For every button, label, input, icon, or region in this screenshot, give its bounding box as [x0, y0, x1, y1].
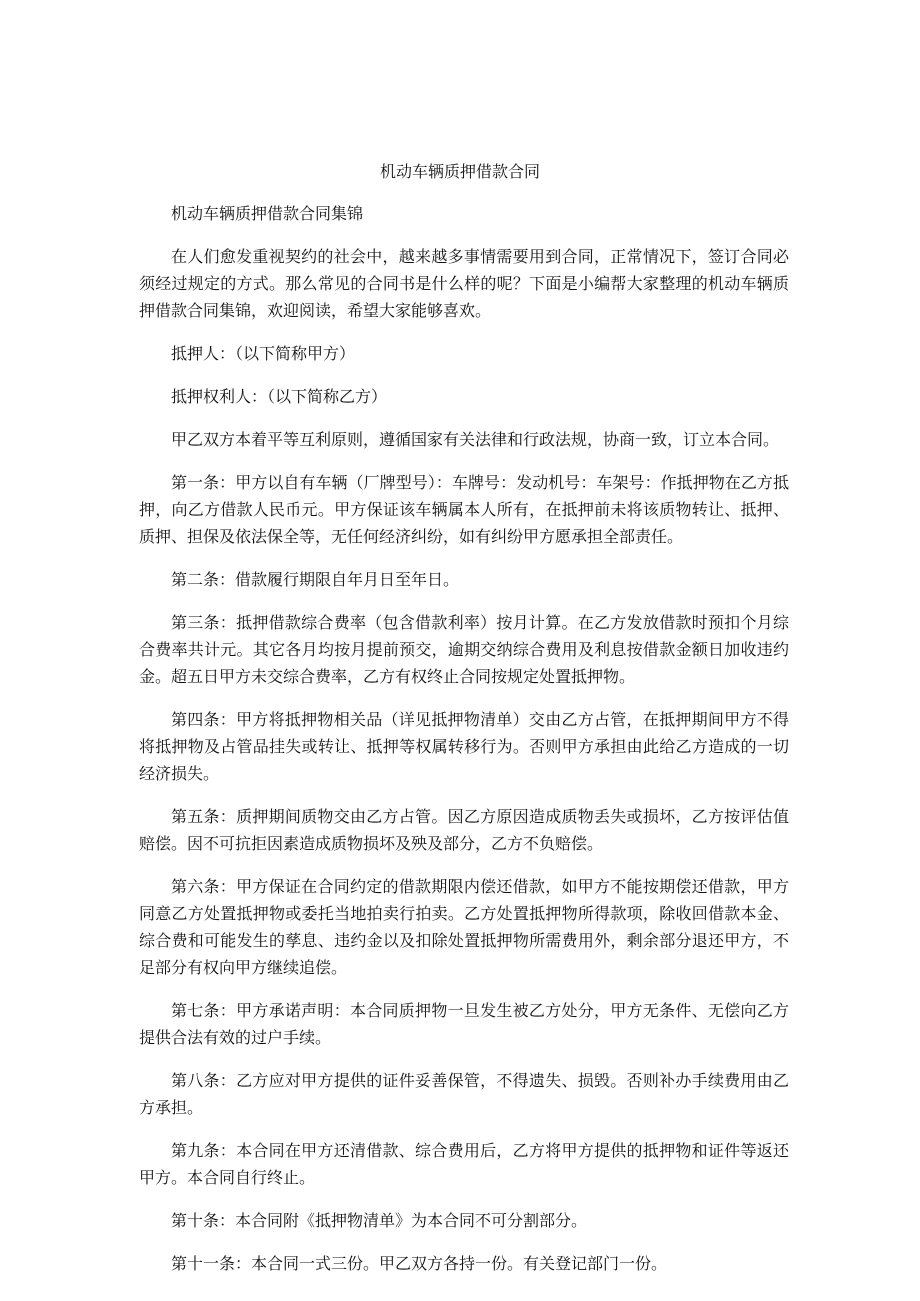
article-8: 第八条：乙方应对甲方提供的证件妥善保管，不得遗失、损毁。否则补办手续费用由乙方承担。: [139, 1071, 789, 1117]
article-2: 第二条：借款履行期限自年月日至年日。: [171, 570, 460, 589]
mortgagor-line: 抵押人：（以下简称甲方）: [171, 344, 356, 363]
article-10: 第十条：本合同附《抵押物清单》为本合同不可分割部分。: [171, 1211, 588, 1230]
article-3: 第三条：抵押借款综合费率（包含借款利率）按月计算。在乙方发放借款时预扣个月综合费率共计元。其它各月均按月提前预交，逾期交纳综合费用及利息按借款金额日加收违约金。超五日甲方未交综合费率，乙方有权终止合同按规定处置抵押物。: [139, 613, 789, 686]
article-11: 第十一条：本合同一式三份。甲乙双方各持一份。有关登记部门一份。: [171, 1254, 668, 1273]
article-6: 第六条：甲方保证在合同约定的借款期限内偿还借款，如甲方不能按期偿还借款，甲方同意乙方处置抵押物或委托当地拍卖行拍卖。乙方处置抵押物所得款项，除收回借款本金、综合费和可能发生的孳息、违约金以及扣除处置抵押物所需费用外，剩余部分退还甲方，不足部分有权向甲方继续追偿。: [139, 877, 789, 977]
mortgagee-line: 抵押权利人：（以下简称乙方）: [171, 387, 388, 406]
article-5: 第五条：质押期间质物交由乙方占管。因乙方原因造成质物丢失或损坏，乙方按评估值赔偿。因不可抗拒因素造成质物损坏及殃及部分，乙方不负赔偿。: [139, 807, 789, 853]
article-4: 第四条：甲方将抵押物相关品（详见抵押物清单）交由乙方占管，在抵押期间甲方不得将抵押物及占管品挂失或转让、抵押等权属转移行为。否则甲方承担由此给乙方造成的一切经济损失。: [139, 710, 789, 783]
document-body: [139, 200, 789, 1293]
article-7: 第七条：甲方承诺声明：本合同质押物一旦发生被乙方处分，甲方无条件、无偿向乙方提供合法有效的过户手续。: [139, 1001, 789, 1047]
intro-paragraph: 在人们愈发重视契约的社会中，越来越多事情需要用到合同，正常情况下，签订合同必须经过规定的方式。那么常见的合同书是什么样的呢？下面是小编帮大家整理的机动车辆质押借款合同集锦，欢迎阅读，希望大家能够喜欢。: [139, 247, 789, 320]
article-1: 第一条：甲方以自有车辆（厂牌型号）：车牌号：发动机号：车架号：作抵押物在乙方抵押，向乙方借款人民币元。甲方保证该车辆属本人所有，在抵押前未将该质物转让、抵押、质押、担保及依法保全等，无任何经济纠纷，如有纠纷甲方愿承担全部责任。: [139, 473, 789, 546]
article-9: 第九条：本合同在甲方还清借款、综合费用后，乙方将甲方提供的抵押物和证件等返还甲方。本合同自行终止。: [139, 1141, 789, 1187]
subtitle-paragraph: 机动车辆质押借款合同集锦: [171, 204, 364, 223]
preamble-paragraph: 甲乙双方本着平等互利原则，遵循国家有关法律和行政法规，协商一致，订立本合同。: [171, 430, 780, 449]
document-title: 机动车辆质押借款合同: [379, 162, 540, 181]
